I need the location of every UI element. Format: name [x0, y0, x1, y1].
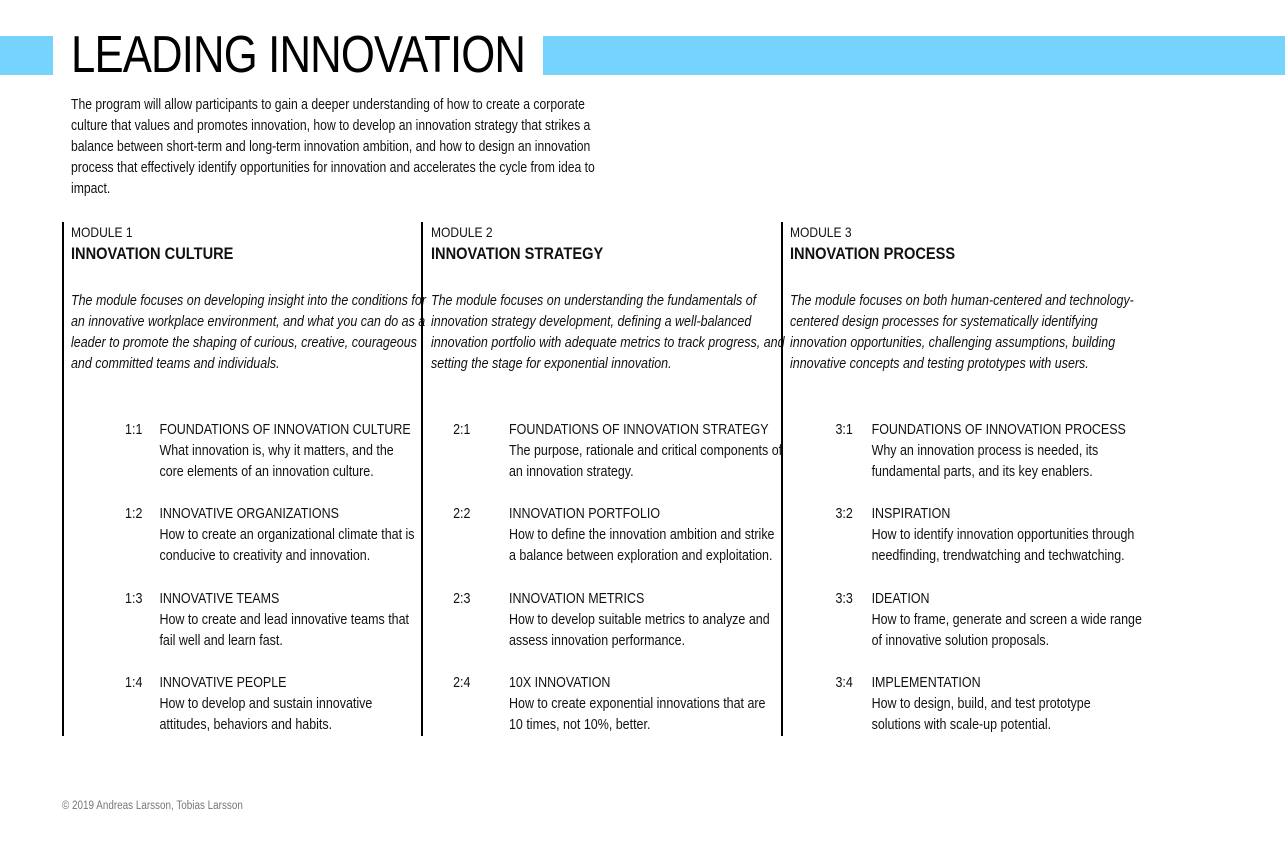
lesson-description: How to frame, generate and screen a wide range	[871, 612, 1142, 628]
lesson-description: How to create and lead innovative teams that	[159, 612, 410, 628]
module-description: The module focuses on understanding the fundamentals of innovation strategy development, defining a well-balanced innovation portfolio with adequate metrics to track progress, and setting the stage for exponential innovation.	[431, 293, 785, 372]
lesson-description: an innovation strategy.	[509, 464, 634, 480]
lesson-number: 3:3	[835, 591, 853, 607]
lesson-number: 3:4	[835, 675, 853, 691]
lesson-number: 2:4	[453, 675, 471, 691]
header-accent-bar-left	[0, 36, 53, 75]
lesson-description: How to define the innovation ambition and strike	[509, 527, 775, 543]
lesson-description: Why an innovation process is needed, its	[871, 443, 1099, 459]
lesson-number: 1:2	[125, 506, 143, 522]
module-1	[62, 222, 426, 736]
lesson-description: 10 times, not 10%, better.	[509, 717, 651, 733]
lesson-title: IMPLEMENTATION	[871, 675, 981, 691]
lesson-title: FOUNDATIONS OF INNOVATION CULTURE	[159, 422, 411, 438]
lesson-description: fail well and learn fast.	[159, 633, 283, 649]
lesson-title: INNOVATIVE TEAMS	[159, 591, 280, 607]
lesson-number: 1:3	[125, 591, 143, 607]
module-title: INNOVATION STRATEGY	[431, 244, 604, 263]
lesson-description: attitudes, behaviors and habits.	[159, 717, 333, 733]
lesson-title: INNOVATIVE ORGANIZATIONS	[159, 506, 339, 522]
lesson-title: FOUNDATIONS OF INNOVATION PROCESS	[871, 422, 1126, 438]
module-number: MODULE 2	[431, 224, 493, 240]
lesson-number: 2:3	[453, 591, 471, 607]
module-title: INNOVATION PROCESS	[790, 244, 956, 263]
module-title: INNOVATION CULTURE	[71, 244, 234, 263]
copyright-footer: © 2019 Andreas Larsson, Tobias Larsson	[62, 800, 243, 812]
lesson-number: 2:1	[453, 422, 471, 438]
page-title: LEADING INNOVATION	[71, 26, 526, 84]
lesson-description: fundamental parts, and its key enablers.	[871, 464, 1093, 480]
lesson-number: 3:1	[835, 422, 853, 438]
lesson-title: INSPIRATION	[871, 506, 951, 522]
lesson-description: What innovation is, why it matters, and the	[159, 443, 394, 459]
lesson-description: How to design, build, and test prototype	[871, 696, 1091, 712]
module-2	[421, 222, 785, 736]
module-description: The module focuses on both human-centered and technology-centered design processes for systematically identifying innovation opportunities, challenging assumptions, building innovative concepts and testing prototypes with users.	[790, 293, 1134, 372]
lesson-number: 1:1	[125, 422, 143, 438]
lesson-description: a balance between exploration and exploitation.	[509, 548, 773, 564]
lesson-description: How to create exponential innovations that are	[509, 696, 766, 712]
module-3	[781, 222, 1201, 736]
lesson-description: How to develop and sustain innovative	[159, 696, 373, 712]
lesson-title: INNOVATIVE PEOPLE	[159, 675, 287, 691]
lesson-title: INNOVATION METRICS	[509, 591, 645, 607]
lesson-description: How to create an organizational climate that is	[159, 527, 415, 543]
lesson-number: 3:2	[835, 506, 853, 522]
lesson-number: 1:4	[125, 675, 143, 691]
module-number: MODULE 3	[790, 224, 852, 240]
lesson-description: needfinding, trendwatching and techwatching.	[871, 548, 1125, 564]
lesson-title: FOUNDATIONS OF INNOVATION STRATEGY	[509, 422, 769, 438]
lesson-description: solutions with scale-up potential.	[871, 717, 1052, 733]
lesson-description: The purpose, rationale and critical components of	[509, 443, 783, 459]
intro-paragraph: The program will allow participants to gain a deeper understanding of how to create a corporate culture that values and promotes innovation, how to develop an innovation strategy that strikes a balance between short-term and long-term innovation ambition, and how to design an innovation process that effectively identify opportunities for innovation and accelerates the cycle from idea to impact.	[71, 97, 595, 197]
module-number: MODULE 1	[71, 224, 133, 240]
lesson-description: How to identify innovation opportunities through	[871, 527, 1135, 543]
header-accent-bar-right	[543, 36, 1285, 75]
lesson-description: How to develop suitable metrics to analyze and	[509, 612, 770, 628]
lesson-description: core elements of an innovation culture.	[159, 464, 374, 480]
lesson-title: IDEATION	[871, 591, 930, 607]
lesson-description: assess innovation performance.	[509, 633, 686, 649]
lesson-number: 2:2	[453, 506, 471, 522]
module-description: The module focuses on developing insight into the conditions for an innovative workplace environment, and what you can do as a leader to promote the shaping of curious, creative, courageous and committed teams and individuals.	[71, 293, 426, 372]
lesson-description: conducive to creativity and innovation.	[159, 548, 371, 564]
lesson-title: 10X INNOVATION	[509, 675, 611, 691]
lesson-description: of innovative solution proposals.	[871, 633, 1050, 649]
lesson-title: INNOVATION PORTFOLIO	[509, 506, 661, 522]
